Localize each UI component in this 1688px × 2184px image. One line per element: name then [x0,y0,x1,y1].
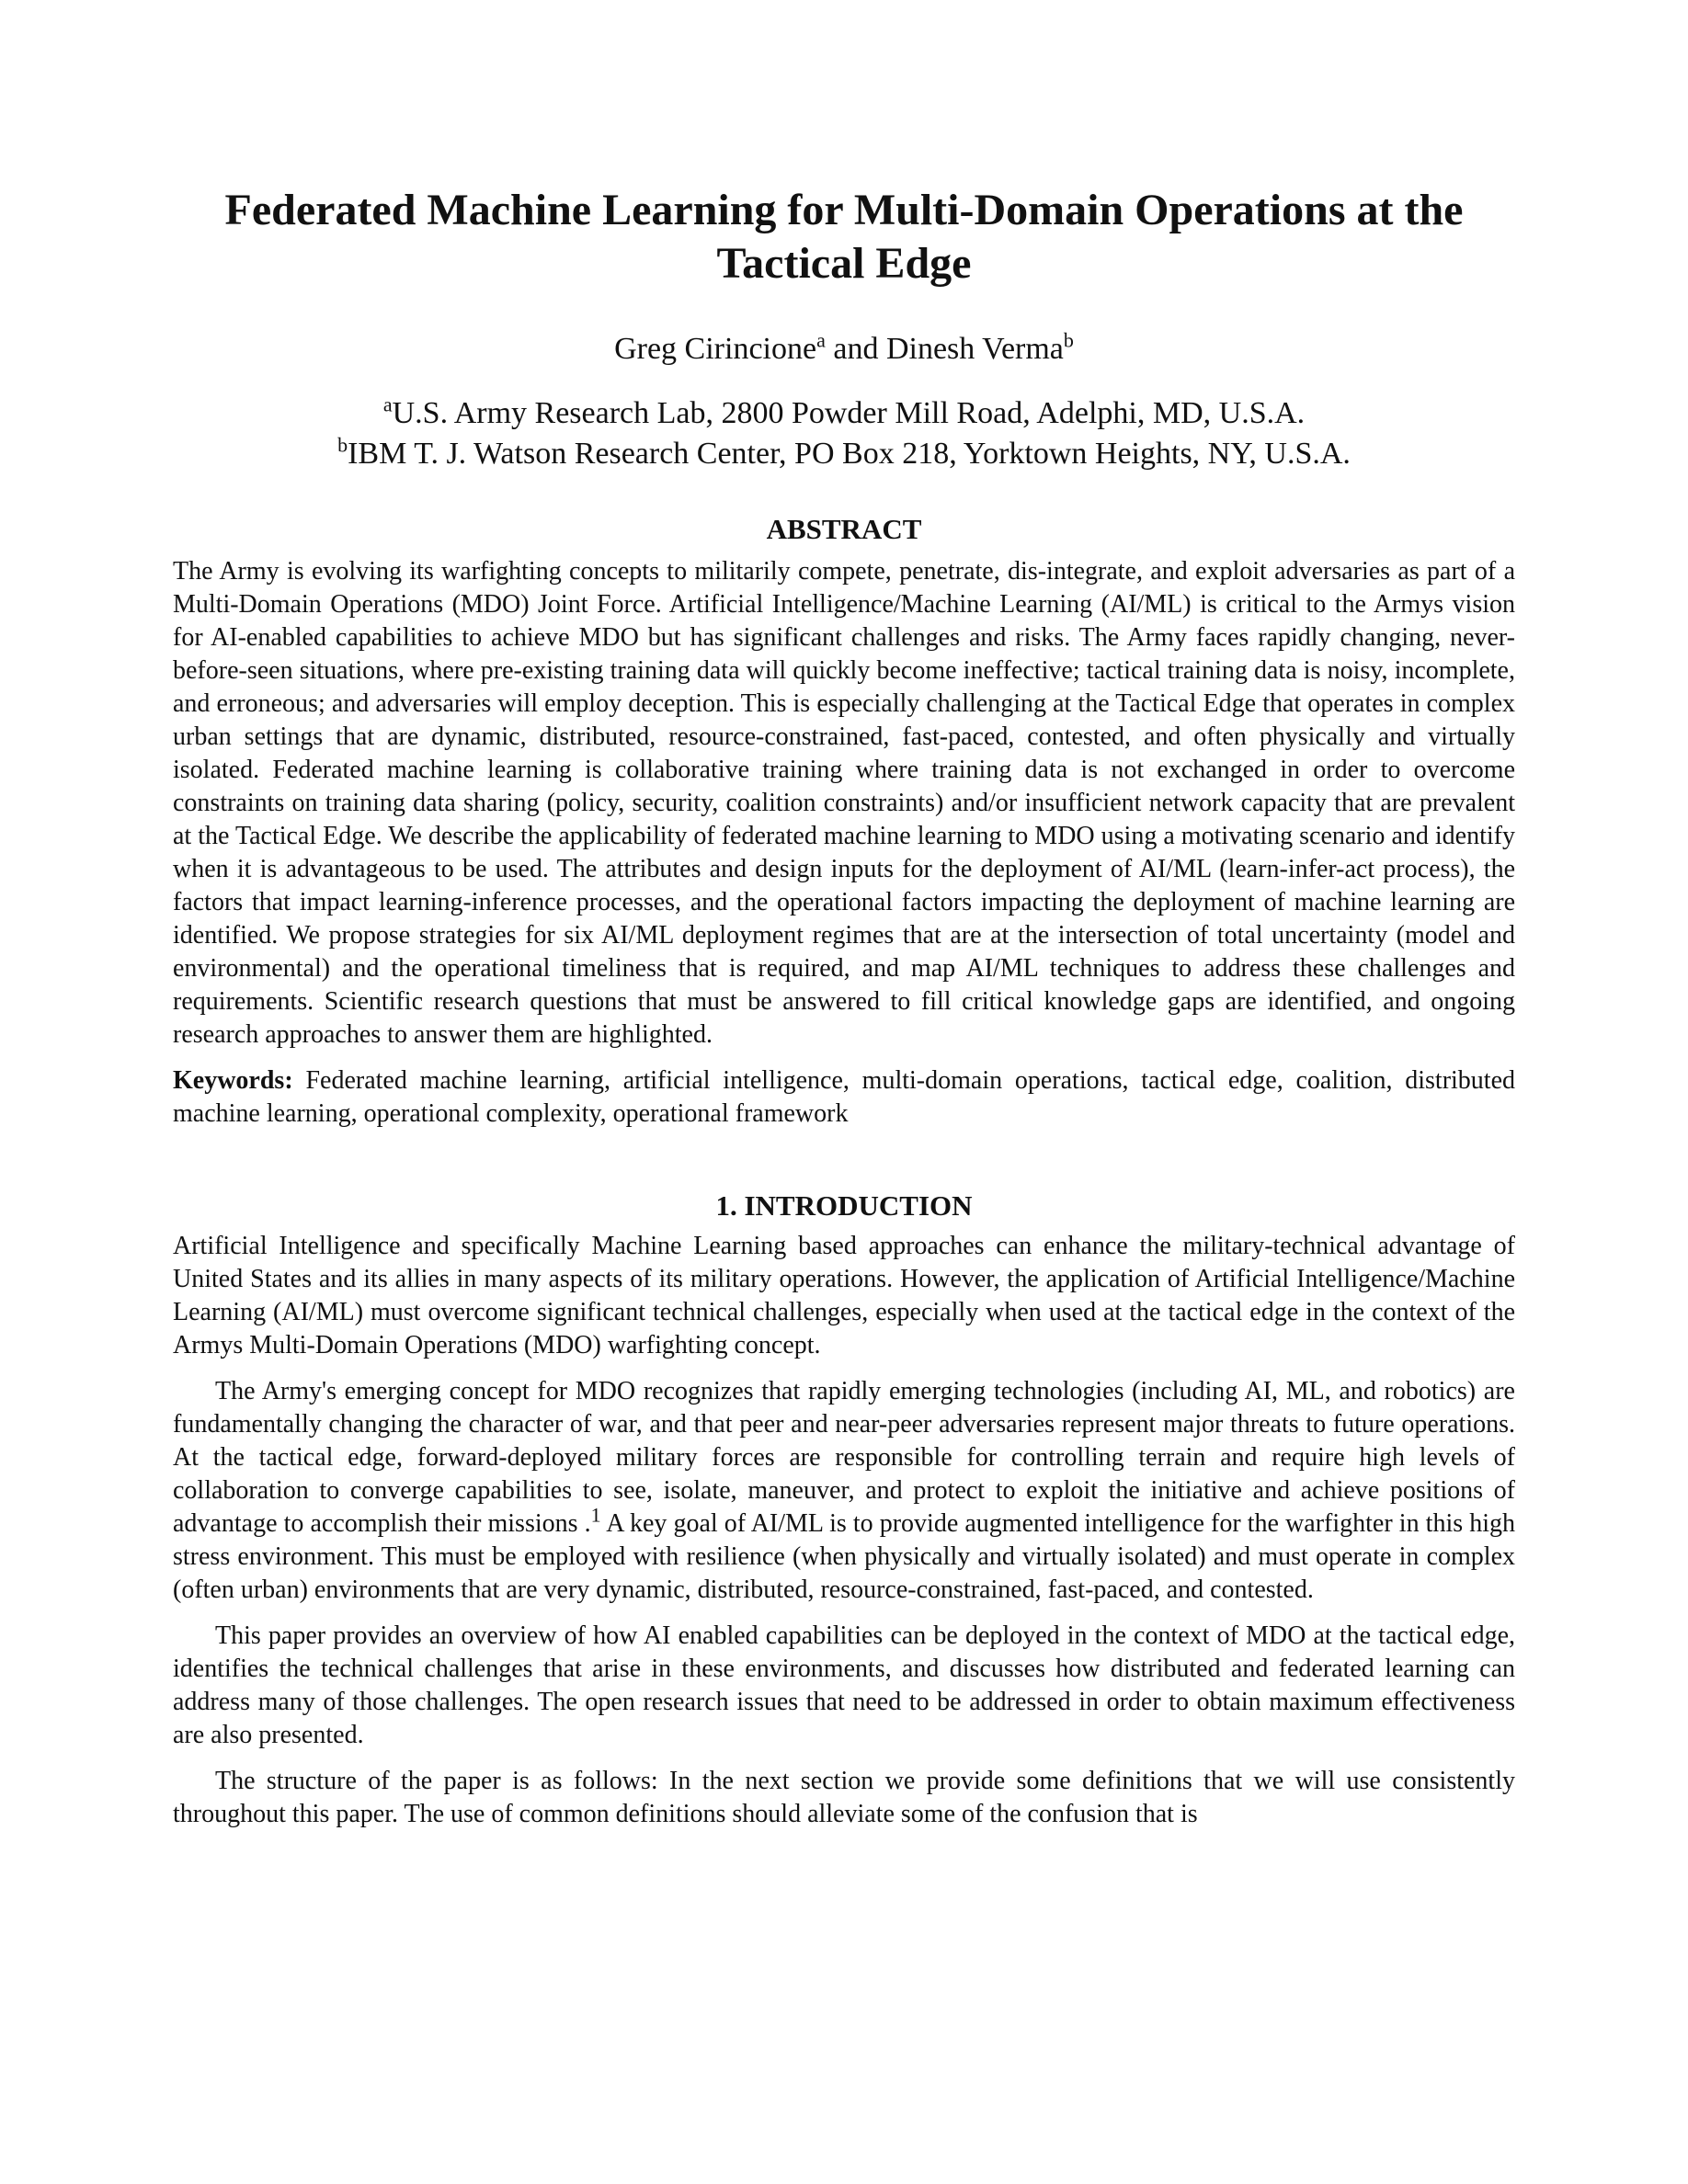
author-joiner: and [825,332,886,366]
keywords-text: Federated machine learning, artificial intelligence, multi-domain operations, tactical edge, coalition, distributed machine learning, operational complexity, operational framework [173,1066,1516,1128]
affiliation-line [173,434,1515,474]
abstract-body: The Army is evolving its warfighting concepts to militarily compete, penetrate, dis-integrate, and exploit adversaries as part of a Multi-Domain Operations (MDO) Joint Force. Artificial Intelligence/Machine Learning (AI/ML) is critical to the Armys vision for AI-enabled capabilities to achieve MDO but has significant challenges and risks. The Army faces rapidly changing, never-before-seen situations, where pre-existing training data will quickly become ineffective; tactical training data is noisy, incomplete, and erroneous; and adversaries will employ deception. This is especially challenging at the Tactical Edge that operates in complex urban settings that are dynamic, distributed, resource-constrained, fast-paced, contested, and often physically and virtually isolated. Federated machine learning is collaborative training where training data is not exchanged in order to overcome constraints on training data sharing (policy, security, coalition constraints) and/or insufficient network capacity that are prevalent at the Tactical Edge. We describe the applicability of federated machine learning to MDO using a motivating scenario and identify when it is advantageous to be used. The attributes and design inputs for the deployment of AI/ML (learn-infer-act process), the factors that impact learning-inference processes, and the operational factors impacting the deployment of machine learning are identified. We propose strategies for six AI/ML deployment regimes that are at the intersection of total uncertainty (model and environmental) and the operational timeliness that is required, and map AI/ML techniques to address these challenges and requirements. Scientific research questions that must be answered to fill critical knowledge gaps are identified, and ongoing research approaches to answer them are highlighted. [173,557,1515,1049]
affiliations [173,393,1515,474]
affiliation-mark: a [382,392,393,416]
keywords-label: Keywords: [173,1066,293,1095]
affiliation-text: U.S. Army Research Lab, 2800 Powder Mill Road, Adelphi, MD, U.S.A. [392,396,1306,430]
paragraph-text: A key goal of AI/ML is to provide augmented intelligence for the warfighter in this high stress environment. This must be employed with resilience (when physically and virtually isolated) and must operate in complex (often urban) environments that are very dynamic, distributed, resource-constrained, fast-paced, and contested. [173,1509,1516,1604]
paper-title: Federated Machine Learning for Multi-Domain Operations at the Tactical Edge [224,186,1464,288]
abstract-heading: ABSTRACT [766,513,922,545]
body-paragraph: The structure of the paper is as follows: In the next section we provide some definitions that we will use consistently throughout this paper. The use of common definitions should alleviate some of the confusion that is [173,1767,1515,1828]
body-paragraph: This paper provides an overview of how AI enabled capabilities can be deployed in the context of MDO at the tactical edge, identifies the technical challenges that arise in these environments, and discusses how distributed and federated learning can address many of those challenges. The open research issues that need to be addressed in order to obtain maximum effectiveness are also presented. [173,1621,1515,1749]
paragraph-text: The Army's emerging concept for MDO recognizes that rapidly emerging technologies (including AI, ML, and robotics) are fundamentally changing the character of war, and that peer and near-peer adversaries represent major threats to future operations. At the tactical edge, forward-deployed military forces are responsible for controlling terrain and require high levels of collaboration to converge capabilities to see, isolate, maneuver, and protect to exploit the initiative and achieve positions of advantage to accomplish their missions . [173,1377,1515,1538]
body-paragraph [173,1375,1515,1607]
author-line [173,328,1515,368]
author-affiliation-mark: a [816,328,826,352]
affiliation-line [173,393,1515,434]
introduction-heading: 1. INTRODUCTION [715,1189,973,1222]
author-name: Greg Cirincione [614,332,817,366]
keywords [173,1064,1515,1131]
author-name: Dinesh Verma [885,332,1064,366]
body-paragraph: Artificial Intelligence and specifically Machine Learning based approaches can enhance the military-technical advantage of United States and its allies in many aspects of its military operations. However, the application of Artificial Intelligence/Machine Learning (AI/ML) must overcome significant technical challenges, especially when used at the tactical edge in the context of the Armys Multi-Domain Operations (MDO) warfighting concept. [173,1232,1515,1359]
author-affiliation-mark: b [1063,328,1074,352]
affiliation-text: IBM T. J. Watson Research Center, PO Box 218, Yorktown Heights, NY, U.S.A. [348,437,1351,471]
affiliation-mark: b [337,433,348,457]
footnote-mark: 1 [590,1503,601,1527]
paper-page [173,184,1515,1831]
